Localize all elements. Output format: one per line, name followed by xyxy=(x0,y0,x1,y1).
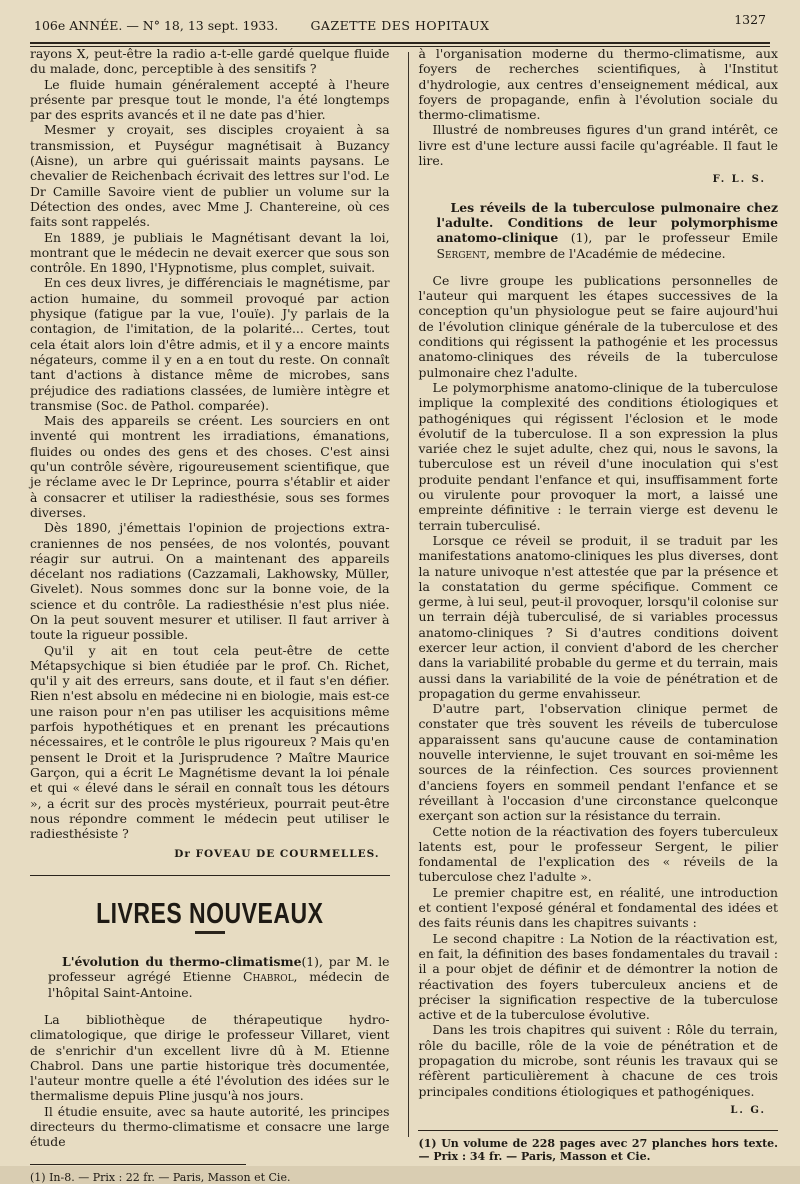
book-author: Sergent xyxy=(436,245,486,261)
book-heading xyxy=(30,954,390,1000)
paragraph: rayons X, peut-être la radio a-t-elle gardé quelque fluide du malade, donc, perceptible à des sensitifs ? xyxy=(30,46,390,77)
paragraph: Le premier chapitre est, en réalité, une introduction et contient l'exposé général et fondamental des idées et des faits réunis dans les chapitres suivants : xyxy=(418,884,778,931)
paragraph: Dans les trois chapitres qui suivent : Rôle du terrain, rôle du bacille, rôle de la voie de pénétration et de propagation du microbe, sont réunis les travaux qui se réfèrent particulièrement à chacune de ces trois principales conditions étiologiques et pathogéniques. xyxy=(418,1022,778,1099)
paragraph: Mais des appareils se créent. Les sourciers en ont inventé qui montrent les irradiations, émanations, fluides ou ondes des gens et des choses. C'est ainsi qu'un contrôle sévère, rigoureusement scientifique, que je réclame avec le Dr Leprince, pourra s'établir et aider à consacrer et utiliser la radiesthésie, sous ses formes diverses. xyxy=(30,413,390,520)
paragraph: La bibliothèque de thérapeutique hydro-climatologique, que dirige le professeur Villaret, vient de s'enrichir d'un excellent livre dû à M. Etienne Chabrol. Dans une partie historique très documentée, l'auteur montre quelle a été l'évolution des idées sur le thermalisme depuis Pline jusqu'à nos jours. xyxy=(30,1011,390,1104)
paragraph: En ces deux livres, je différenciais le magnétisme, par action humaine, du sommeil provoqué par action physique (fatigue par la vue, l'ouïe). J'y parlais de la contagion, de l'imitation, de la polarité... Certes, tout cela était alors loin d'être admis, et il y a encore maints négateurs, comme il y en a en tout du reste. On connaît tant d'actions à distance même de microbes, sans préjudice des radiations classées, de lumière intègre et transmise (Soc. de Pathol. comparée). xyxy=(30,275,390,413)
article-signature: Dr FOVEAU DE COURMELLES. xyxy=(174,848,380,861)
book-author: Chabrol xyxy=(242,969,294,985)
paragraph: En 1889, je publiais le Magnétisant devant la loi, montrant que le médecin ne devait exercer que sous son contrôle. En 1890, l'Hypnotisme, plus complet, suivait. xyxy=(30,229,390,276)
paragraph: Le second chapitre : La Notion de la réactivation est, en fait, la définition des bases fondamentales du travail : il a pour objet de définir et de démontrer la notion de réactivation des foyers tuberculeux anciens et de préciser la signification respective de la tuberculose active et de la tuberculose évolutive. xyxy=(418,930,778,1023)
book-affiliation: , membre de l'Académie de médecine. xyxy=(485,245,726,261)
paragraph: Il étudie ensuite, avec sa haute autorité, les principes directeurs du thermo-climatisme et consacre une large étude xyxy=(30,1103,390,1150)
issue-info: 106e ANNÉE. — N° 18, 13 sept. 1933. xyxy=(34,18,279,33)
note-ref: (1) xyxy=(301,954,320,970)
book-byline: , par M. le professeur agrégé Etienne xyxy=(48,954,390,985)
book-title: L'évolution du thermo-climatisme xyxy=(62,954,302,970)
paragraph: D'autre part, l'observation clinique permet de constater que très souvent les réveils de tuberculose apparaissent sans qu'aucune cause de contamination nouvelle intervienne, le sujet trouvant en soi-même les sources de la réinfection. Ces sources proviennent d'anciens foyers en sommeil pendant l'enfance et se réveillant à l'occasion d'une circonstance quelconque exerçant son action sur la résistance du terrain. xyxy=(418,701,778,824)
book-heading xyxy=(418,200,778,261)
note-ref: (1) xyxy=(570,230,589,246)
spacer xyxy=(30,1000,390,1012)
review-signature: L. G. xyxy=(730,1104,766,1116)
paragraph: à l'organisation moderne du thermo-climatisme, aux foyers de recherches scientifiques, à l'Institut d'hydrologie, aux centres d'enseignement médical, aux foyers de propagande, enfin à l'évolution sociale du thermo-climatisme. xyxy=(418,46,778,123)
book-affiliation: , médecin de l'hôpital Saint-Antoine. xyxy=(48,969,390,1000)
footnote: (1) Un volume de 228 pages avec 27 planches hors texte. — Prix : 34 fr. — Paris, Masson et Cie. xyxy=(418,1137,778,1164)
paragraph: Lorsque ce réveil se produit, il se traduit par les manifestations anatomo-cliniques les plus diverses, dont la nature univoque n'est attestée que par la présence et la constatation du germe spécifique. Comment ce germe, à lui seul, peut-il provoquer, lorsqu'il colonise sur un terrain déjà tuberculisé, de si variables processus anatomo-cliniques ? Si d'autres conditions doivent exercer leur action, il convient d'abord de les chercher dans la variabilité probable du germe et du terrain, mais aussi dans la variabilité de la voie de pénétration et de propagation du germe envahisseur. xyxy=(418,532,778,701)
spacer xyxy=(418,188,778,200)
title-dash xyxy=(195,931,225,934)
paragraph: Ce livre groupe les publications personnelles de l'auteur qui marquent les étapes successives de la conception qu'un physiologue peut se faire aujourd'hui de l'évolution clinique générale de la tuberculose et des conditions qui régissent la pathogénie et les processus anatomo-cliniques des réveils de la tuberculose pulmonaire chez l'adulte. xyxy=(418,272,778,380)
paragraph: Illustré de nombreuses figures d'un grand intérêt, ce livre est d'une lecture aussi facile qu'agréable. Il faut le lire. xyxy=(418,122,778,169)
journal-title: GAZETTE DES HOPITAUX xyxy=(310,18,490,33)
section-rule xyxy=(30,875,390,876)
left-column xyxy=(30,46,390,1184)
footnote-rule xyxy=(30,1164,246,1165)
section-title: LIVRES NOUVEAUX xyxy=(96,896,324,929)
page-header xyxy=(30,12,770,38)
paragraph: Dès 1890, j'émettais l'opinion de projections extra-craniennes de nos pensées, de nos volontés, pouvant réagir sur autrui. On a maintenant des appareils décelant nos radiations (Cazzamali, Lakhowsky, Müller, Givelet). Nous sommes donc sur la bonne voie, de la science et du contrôle. La radiesthésie n'est plus niée. On la peut souvent mesurer et utiliser. Il faut arriver à toute la rigueur possible. xyxy=(30,520,390,643)
book-byline: , par le professeur Emile xyxy=(588,230,778,246)
column-divider xyxy=(408,52,409,1137)
paragraph: Le polymorphisme anatomo-clinique de la tuberculose implique la complexité des conditions étiologiques et pathogéniques qui régissent l'éclosion et le mode évolutif de la tuberculose. Il a son expression la plus variée chez le sujet adulte, chez qui, nous le savons, la tuberculose est un réveil d'une inoculation qui s'est produite pendant l'enfance et qui, insuffisamment forte ou virulente pour provoquer la mort, a laissé une empreinte définitive : le terrain vierge est devenu le terrain tuberculisé. xyxy=(418,379,778,533)
paragraph: Mesmer y croyait, ses disciples croyaient à sa transmission, et Puységur magnétisait à Buzancy (Aisne), un arbre qui guérissait maints paysans. Le chevalier de Reichenbach écrivait des lettres sur l'od. Le Dr Camille Savoire vient de publier un volume sur la Détection des ondes, avec Mme J. Chantereine, où ces faits sont rappelés. xyxy=(30,122,390,230)
paragraph: Qu'il y ait en tout cela peut-être de cette Métapsychique si bien étudiée par le prof. Ch. Richet, qu'il y ait des erreurs, sans doute, et il faut s'en défier. Rien n'est absolu en médecine ni en biologie, mais est-ce une raison pour n'en pas utiliser les acquisitions même parfois hypothétiques et en prenant les précautions nécessaires, et le contrôle le plus rigoureux ? Mais qu'en pensent le Droit et la Jurisprudence ? Maître Maurice Garçon, qui a écrit Le Magnétisme devant la loi pénale et qui « élevé dans le sérail en connaît tous les détours », a écrit sur des procès mystérieux, pourrait peut-être nous répondre comment le médecin peut utiliser le radiesthésiste ? xyxy=(30,642,390,842)
paragraph: Cette notion de la réactivation des foyers tuberculeux latents est, pour le professeur Sergent, le pilier fondamental de l'explication des « réveils de la tuberculose chez l'adulte ». xyxy=(418,823,778,885)
spacer xyxy=(418,261,778,273)
footnote: (1) In-8. — Prix : 22 fr. — Paris, Masson et Cie. xyxy=(30,1170,291,1184)
page-number: 1327 xyxy=(734,12,766,27)
book-title: Les réveils de la tuberculose pulmonaire chez l'adulte. Conditions de leur polymorphisme anatomo-clinique xyxy=(436,199,778,246)
footnote-rule xyxy=(418,1130,778,1131)
right-column xyxy=(418,46,778,1166)
review-signature: F. L. S. xyxy=(712,174,766,186)
paragraph: Le fluide humain généralement accepté à l'heure présente par presque tout le monde, l'a été longtemps par des esprits avancés et il ne date pas d'hier. xyxy=(30,76,390,123)
columns xyxy=(30,46,778,1184)
